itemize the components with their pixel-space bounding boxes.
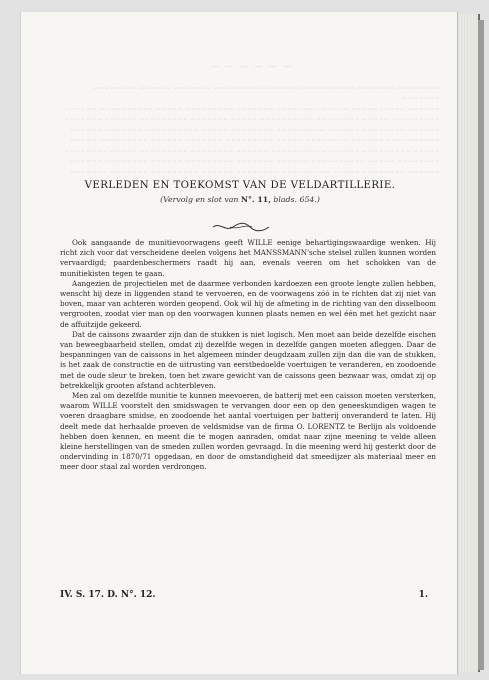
subtitle-reference: N°. 11, — [240, 195, 271, 204]
page-edge — [456, 14, 480, 672]
paragraph-3: Dat de caissons zwaarder zijn dan de stukken is niet logisch. Men moet aan beide dezelfde eischen van beweegbaarheid stellen, omdat zij dezelfde wegen in dezelfde gangen moeten afleggen. Daar de bespanningen van de caissons in het algemeen minder deugdzaam zullen zijn dan die van de stukken, is het zaak de constructie en de uitrusting van eerstbedoelde voertuigen te veranderen, en zoodoende met de oude sleur te breken, toen het zware gewicht van de caissons geen bezwaar was, omdat zij op betrekkelijk grooten afstand achterbleven. — [60, 329, 436, 390]
paragraph-4: Men zal om dezelfde munitie te kunnen meevoeren, de batterij met een caisson moeten versterken, waarom WILLE voorstelt den smidswagen te vervangen door een op den geneeskundigen wagen te voeren draagbare smidse, en zoodoende het aantal voertuigen per batterij onveranderd te laten. Hij deelt mede dat herhaalde proeven de veldsmidse van de firma O. LORENTZ te Berlijn als voldoende hebben doen kennen, en meent die te mogen aanraden, omdat naar zijne meening te velde alleen kleine herstellingen van de smeden zullen worden gevraagd. In die meening werd hij gesterkt door de ondervinding in 1870/71 opgedaan, en door de omstandigheid dat smeedijzer als materiaal meer en meer door staal zal worden verdrongen. — [60, 391, 436, 472]
bleed-through-text: — — — — — — ~~~~~~~~ ~~~~~~~ ~~~~~~~~~~ ~~~~~~ ~~~~~~~~~ ~~~~~~~ ~~~~~~ ~~~~~~~~ ~~~~~~~ ~~~~~~ ~~~~~~~~~~ ~~~~~ ~~~~~~~~ ~~~~~~~ ~~~~~~~~~ ~~~~~ ~~~~~~~~~~ ~~~~~~ ~~~~~~~~~ ~~~~~ ~~~~~~~~ ~~~~~~~~~~ ~~~~~ ~~~~~~~ ~~~~~~~~~ ~~~~~~ ~~~~~~~ ~~~~~~ ~~~~~~~~ ~~~~~~ ~~~~~~~~~ ~~~~~~~~ ~~~~~ ~~~~~~~~~~ ~~~~~~~ ~~~~~~ ~~~~~~~~~~ ~~~~~~ ~~~~~~~~ ~~~~~ ~~~~~~~~~ ~~~~~~~ ~~~~~~ ~~~~~~~~~ ~~~~~ ~~~~~ ~~~~~~~~~ ~~~~~~~ ~~~~~~~~~ ~~~~~~ ~~~~~~~~ ~~~~~~~~~ ~~~~~ ~~~~~~~~ ~~~~~~~~ ~~~~~ ~~~~~~~~~~ ~~~~~~ ~~~~~~~ ~~~~~~~~~ ~~~~~~ ~~~~~~~~ ~~~~~~ ~~~~~~ ~~~~~~~~ ~~~~~ ~~~~~~~~~ ~~~~~~~~ ~~~~~~ ~~~~~~~~~ ~~~~~~~ ~~~~~~~ — [64, 62, 440, 176]
subtitle-tail: blads. 654.) — [270, 195, 320, 204]
article-subtitle — [40, 195, 440, 204]
paragraph-2: Aangezien de projectielen met de daarmee verbonden kardoezen een groote lengte zullen hebben, wenscht hij deze in liggenden stand te vervoeren, en de voorwagens zóó in te richten dat zij niet van boven, maar van achteren worden geopend. Ook wil hij de afmeting in de richting van den disselboom vergrooten, zoodat vier man op den voorwagen kunnen plaats nemen en wel één met het gezicht naar de affuitzijde gekeerd. — [60, 278, 436, 329]
binding-shadow — [478, 20, 484, 670]
sheet-number: 1. — [418, 590, 428, 600]
ornamental-flourish-icon — [212, 221, 270, 233]
article-title: VERLEDEN EN TOEKOMST VAN DE VELDARTILLERIE. — [84, 180, 396, 191]
signature-mark: IV. S. 17. D. N°. 12. — [60, 590, 156, 600]
article-body — [60, 238, 436, 473]
paragraph-1: Ook aangaande de munitievoorwagens geeft WILLE eenige behartigingswaardige wenken. Hij richt zich voor dat verscheidene deelen volgens het MANSSMANN'sche stelsel zullen kunnen worden vervaardigd; paardenbeschermers raadt hij aan, evenals veeren om het schokken van de munitiekisten tegen te gaan. — [60, 238, 436, 278]
subtitle-lead: (Vervolg en slot van — [160, 195, 241, 204]
